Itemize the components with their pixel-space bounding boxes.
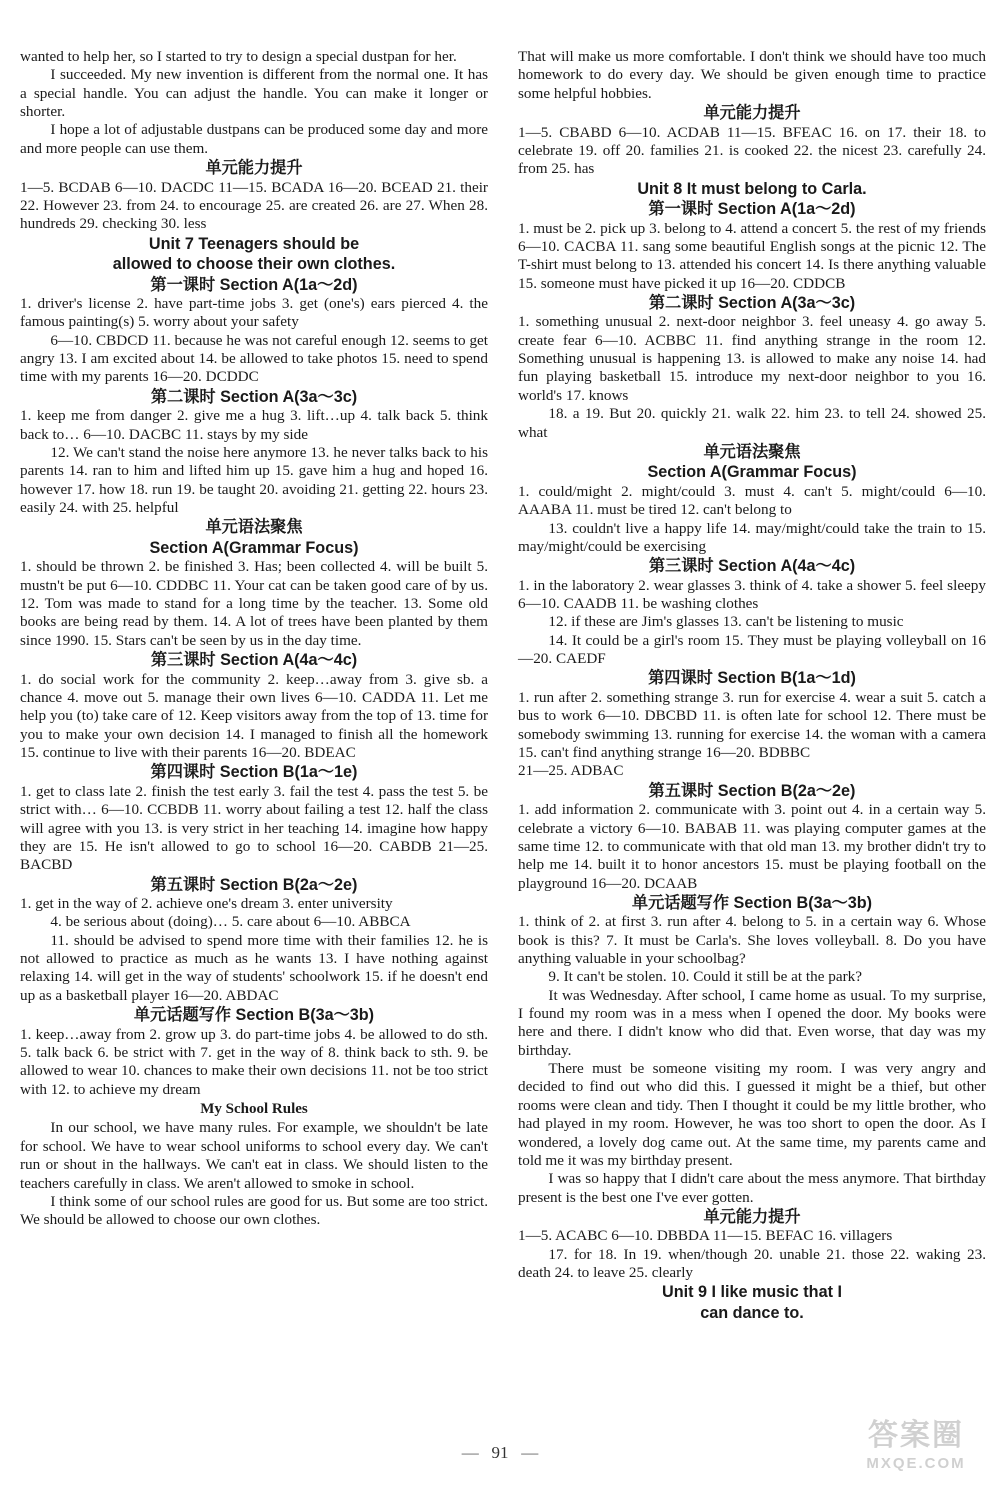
- answer-paragraph: 1. should be thrown 2. be finished 3. Has; been collected 4. will be built 5. mustn't be put 6—10. CDDBC 11. Your cat can be taken good care of by us. 12. Tom was made to stand for a long time by the teacher. 13. Some old books are being read by them. 14. A lot of trees have been planted by them since 1990. 15. Stars can't be seen by us in the day time.: [20, 558, 488, 649]
- answer-paragraph: 1. keep…away from 2. grow up 3. do part-time jobs 4. be allowed to do sth. 5. talk back 6. be strict with 7. get in the way of 8. think back to sth. 9. be allowed to wear 10. chances to make their own decisions 11. not be too strict with 12. to achieve my dream: [20, 1025, 488, 1098]
- watermark-bottom-text: MXQE.COM: [866, 1455, 966, 1472]
- answer-paragraph: 12. if these are Jim's glasses 13. can't be listening to music: [548, 613, 904, 631]
- section-heading: 第五课时 Section B(2a～2e): [150, 875, 358, 894]
- answer-paragraph: 1. must be 2. pick up 3. belong to 4. attend a concert 5. the rest of my friends 6—10. CACBA 11. sang some beautiful English songs at the picnic 12. The T-shirt must belong to 13. attended his concert 14. Is there anything valuable 15. someone must have picked it up 16—20. CDDCB: [518, 219, 986, 292]
- section-heading: 单元语法聚焦: [703, 442, 801, 461]
- answer-paragraph: 21—25. ADBAC: [518, 762, 624, 780]
- section-heading: 单元话题写作 Section B(3a～3b): [631, 893, 873, 912]
- section-heading: 单元话题写作 Section B(3a～3b): [133, 1006, 375, 1025]
- answer-paragraph: 1. in the laboratory 2. wear glasses 3. think of 4. take a shower 5. feel sleepy 6—10. CAADB 11. be washing clothes: [518, 576, 986, 613]
- section-heading: Unit 9 I like music that I: [662, 1283, 842, 1302]
- answer-paragraph: I succeeded. My new invention is different from the normal one. It has a special handle. You can adjust the handle. You can make it longer or shorter.: [20, 66, 488, 121]
- answer-paragraph: 6—10. CBDCD 11. because he was not careful enough 12. seems to get angry 13. I am excited about 14. be allowed to take photos 15. need to spend time with my parents 16—20. DCDDC: [20, 331, 488, 386]
- answer-paragraph: 9. It can't be stolen. 10. Could it still be at the park?: [548, 968, 862, 986]
- section-heading: 单元能力提升: [703, 104, 801, 123]
- section-heading: 第三课时 Section A(4a～4c): [150, 651, 358, 670]
- answer-paragraph: It was Wednesday. After school, I came home as usual. To my surprise, I found my room was in a mess when I opened the door. My books were here and there. I didn't know who did that. Even worse, that day was my birthday.: [518, 986, 986, 1059]
- section-heading: Unit 8 It must belong to Carla.: [637, 179, 867, 198]
- section-heading: Section A(Grammar Focus): [647, 463, 857, 482]
- answer-paragraph: 1. could/might 2. might/could 3. must 4. can't 5. might/could 6—10. AAABA 11. must be tired 12. can't belong to: [518, 482, 986, 519]
- answer-paragraph: 12. We can't stand the noise here anymore 13. he never talks back to his parents 14. ran to him and lifted him up 15. gave him a hug and hoped 16. however 17. how 18. run 19. be taught 20. avoiding 21. getting 22. hours 23. easily 24. with 25. helpful: [20, 444, 488, 517]
- section-heading: 第二课时 Section A(3a～3c): [648, 293, 856, 312]
- watermark-logo: [846, 1417, 986, 1479]
- right-column: [518, 48, 986, 1323]
- section-heading: 第一课时 Section A(1a～2d): [648, 200, 856, 219]
- answer-paragraph: 1—5. BCDAB 6—10. DACDC 11—15. BCADA 16—20. BCEAD 21. their 22. However 23. from 24. to encourage 25. are created 26. are 27. When 28. hundreds 29. checking 30. less: [20, 178, 488, 233]
- section-heading: 单元语法聚焦: [205, 518, 303, 537]
- answer-paragraph: I was so happy that I didn't care about the mess anymore. That birthday present is the best one I've ever gotten.: [518, 1170, 986, 1206]
- answer-paragraph: 1. do social work for the community 2. keep…away from 3. give sb. a chance 4. move out 5. manage their own lives 6—10. CADDA 11. Let me help you (to) take care of 12. Keep visitors away from the top of 13. time for you to make your own decision 14. I managed to finish all the homework 15. continue to live with their parents 16—20. BDEAC: [20, 670, 488, 761]
- answer-paragraph: I think some of our school rules are good for us. But some are too strict. We should be allowed to choose our own clothes.: [20, 1192, 488, 1229]
- section-heading: 单元能力提升: [703, 1207, 801, 1226]
- section-heading: can dance to.: [700, 1303, 804, 1322]
- section-heading: 第一课时 Section A(1a～2d): [150, 275, 358, 294]
- watermark-top-text: 答案圈: [868, 1419, 964, 1452]
- section-heading: allowed to choose their own clothes.: [112, 255, 396, 274]
- answer-paragraph: 4. be serious about (doing)… 5. care about 6—10. ABBCA: [50, 913, 411, 931]
- section-heading: 第二课时 Section A(3a～3c): [150, 387, 358, 406]
- answer-paragraph: 14. It could be a girl's room 15. They must be playing volleyball on 16—20. CAEDF: [518, 631, 986, 668]
- answer-paragraph: 1—5. ACABC 6—10. DBBDA 11—15. BEFAC 16. villagers: [518, 1227, 893, 1245]
- answer-paragraph: 1. keep me from danger 2. give me a hug 3. lift…up 4. talk back 5. think back to… 6—10. DACBC 11. stays by my side: [20, 407, 488, 443]
- section-heading: 单元能力提升: [205, 159, 303, 178]
- section-heading: My School Rules: [200, 1100, 308, 1117]
- answer-paragraph: 1. driver's license 2. have part-time jobs 3. get (one's) ears pierced 4. the famous painting(s) 5. worry about your safety: [20, 295, 488, 331]
- answer-paragraph: 18. a 19. But 20. quickly 21. walk 22. him 23. to tell 24. showed 25. what: [518, 405, 986, 441]
- answer-paragraph: That will make us more comfortable. I don't think we should have too much homework to do every day. We should be given enough time to practice some helpful hobbies.: [518, 48, 986, 102]
- answer-paragraph: 1. add information 2. communicate with 3. point out 4. in a certain way 5. celebrate a victory 6—10. BABAB 11. was playing computer games at the same time 12. to communicate with that old man 13. my brother didn't try to help me 14. built it to honor ancestors 15. must be playing football on the playground 16—20. DCAAB: [518, 801, 986, 892]
- page-dash-right: —: [521, 1443, 539, 1462]
- left-column: [20, 48, 488, 1230]
- answer-paragraph: 11. should be advised to spend more time with their families 12. he is not allowed to practice as much as he wants 13. I have nothing against relaxing 14. will get in the way of students' schoolwork 15. if he doesn't end up as a basketball player 16—20. ABDAC: [20, 931, 488, 1004]
- answer-paragraph: 1. run after 2. something strange 3. run for exercise 4. wear a suit 5. catch a bus to work 6—10. DBCBD 11. is often late for school 12. There must be somebody swimming 13. running for exercise 14. the woman with a camera 15. can't find anything strange 16—20. BDBBC: [518, 688, 986, 761]
- answer-paragraph: 1. get in the way of 2. achieve one's dream 3. enter university: [20, 895, 393, 913]
- section-heading: Section A(Grammar Focus): [149, 538, 359, 557]
- answer-paragraph: 13. couldn't live a happy life 14. may/might/could take the train to 15. may/might/could be exercising: [518, 519, 986, 555]
- answer-paragraph: 1. think of 2. at first 3. run after 4. belong to 5. in a certain way 6. Whose book is this? 7. It must be Carla's. She loves volleyball. 8. Do you have anything valuable in your schoolbag?: [518, 913, 986, 968]
- answer-paragraph: wanted to help her, so I started to try to design a special dustpan for her.: [20, 48, 457, 65]
- section-heading: 第四课时 Section B(1a～1e): [150, 763, 358, 782]
- answer-paragraph: There must be someone visiting my room. I was very angry and decided to find out who did this. I guessed it might be a thief, but other rooms were clean and tidy. Then I thought it could be my little brother, who had played in my room. However, he was too short to open the door. As I wondered, a lovely dog came out. At the same time, my parents came and told me it was my birthday present.: [518, 1060, 986, 1169]
- answer-paragraph: In our school, we have many rules. For example, we shouldn't be late for school. We have to wear school uniforms to school every day. We can't run or shout in the hallways. We can't eat in class. We should listen to the teachers carefully in class. We aren't allowed to smoke in school.: [20, 1119, 488, 1192]
- answer-paragraph: I hope a lot of adjustable dustpans can be produced some day and more and more people can use them.: [20, 121, 488, 157]
- section-heading: 第五课时 Section B(2a～2e): [648, 781, 856, 800]
- answer-paragraph: 1. get to class late 2. finish the test early 3. fail the test 4. pass the test 5. be strict with… 6—10. CCBDB 11. worry about failing a test 12. half the class will agree with you 13. is very strict in her teaching 14. imagine how happy they are 15. He isn't allowed to go to school 16—20. CABDB 21—25. BACBD: [20, 782, 488, 874]
- answer-paragraph: 1—5. CBABD 6—10. ACDAB 11—15. BFEAC 16. on 17. their 18. to celebrate 19. off 20. families 21. is cooked 22. the nicest 23. carefully 24. from 25. has: [518, 123, 986, 178]
- answer-paragraph: 17. for 18. In 19. when/though 20. unable 21. those 22. waking 23. death 24. to leave 25. clearly: [518, 1245, 986, 1282]
- page-number-value: 91: [491, 1443, 509, 1462]
- section-heading: 第三课时 Section A(4a～4c): [648, 557, 856, 576]
- section-heading: 第四课时 Section B(1a～1d): [648, 669, 856, 688]
- section-heading: Unit 7 Teenagers should be: [148, 234, 360, 253]
- page-dash-left: —: [461, 1443, 479, 1462]
- answer-paragraph: 1. something unusual 2. next-door neighbor 3. feel uneasy 4. go away 5. create fear 6—10. ACBBC 11. find anything strange in the room 12. Something unusual is happening 13. is allowed to make any noise 14. had fun playing basketball 15. introduce my next-door neighbor to you 16. world's 17. knows: [518, 313, 986, 404]
